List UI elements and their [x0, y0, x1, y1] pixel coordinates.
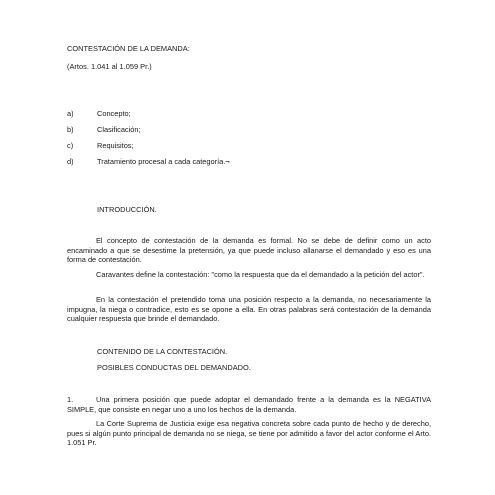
- outline-item-procedural-treatment: Tratamiento procesal a cada categoría.¬: [97, 157, 230, 166]
- introduction-heading: INTRODUCCIÓN.: [97, 205, 157, 214]
- numbered-item-1-number: 1.: [67, 395, 74, 404]
- numbered-item-1: [67, 395, 431, 414]
- possible-conduct-heading: POSIBLES CONDUCTAS DEL DEMANDADO.: [97, 363, 251, 372]
- outline-item-classification: Clasificación;: [97, 125, 141, 134]
- outline-mark: b): [67, 125, 74, 134]
- introduction-paragraph-1-text: El concepto de contestación de la demanda es formal. No se debe de definir como un acto encaminado a que se desestime la pretensión, ya que puede incluso allanarse el demandado y eso es una forma de contestación.: [67, 236, 431, 265]
- outline-mark: a): [67, 109, 74, 118]
- outline-item-concept: Concepto;: [97, 109, 131, 118]
- introduction-paragraph-3-text: En la contestación el pretendido toma una posición respecto a la demanda, no necesariamente la impugna, la niega o contradice, esto es se opone a ella. En otras palabras será contestación de la demanda cualquier respuesta que brinde el demandado.: [67, 295, 431, 324]
- outline-mark: c): [67, 141, 74, 150]
- outline-mark: d): [67, 157, 74, 166]
- introduction-paragraph-1: [67, 236, 431, 265]
- introduction-paragraph-2: [67, 270, 431, 280]
- contents-heading: CONTENIDO DE LA CONTESTACIÓN.: [97, 347, 228, 356]
- supreme-court-paragraph: [67, 419, 431, 448]
- article-reference: (Artos. 1.041 al 1.059 Pr.): [67, 62, 152, 71]
- outline-item-requirements: Requisitos;: [97, 141, 134, 150]
- introduction-paragraph-2-text: Caravantes define la contestación: "como la respuesta que da el demandado a la petición del actor".: [96, 270, 425, 279]
- document-title: CONTESTACIÓN DE LA DEMANDA:: [67, 44, 190, 53]
- introduction-paragraph-3: [67, 295, 431, 324]
- supreme-court-paragraph-text: La Corte Suprema de Justicia exige esa negativa concreta sobre cada punto de hecho y de derecho, pues si algún punto principal de demanda no se niega, se tiene por admitido a favor del actor conforme el Arto. 1.051 Pr.: [67, 419, 431, 448]
- numbered-item-1-text: Una primera posición que puede adoptar el demandado frente a la demanda es la NEGATIVA SIMPLE, que consiste en negar uno a uno los hechos de la demanda.: [67, 395, 431, 414]
